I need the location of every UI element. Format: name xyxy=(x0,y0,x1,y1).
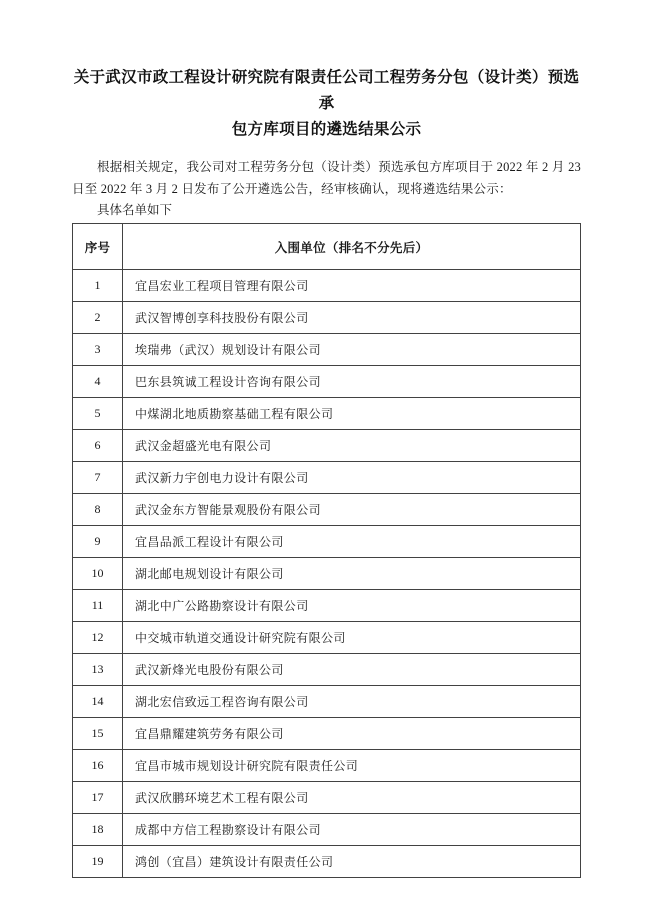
header-cell-number: 序号 xyxy=(73,224,123,270)
company-name-cell: 湖北邮电规划设计有限公司 xyxy=(123,558,581,590)
company-name-cell: 中煤湖北地质勘察基础工程有限公司 xyxy=(123,398,581,430)
list-intro-line: 具体名单如下 xyxy=(97,203,173,218)
company-name-cell: 鸿创（宜昌）建筑设计有限责任公司 xyxy=(123,846,581,878)
row-number-cell: 18 xyxy=(73,814,123,846)
company-name-cell: 宜昌鼎耀建筑劳务有限公司 xyxy=(123,718,581,750)
company-name-cell: 埃瑞弗（武汉）规划设计有限公司 xyxy=(123,334,581,366)
row-number-cell: 15 xyxy=(73,718,123,750)
table-row xyxy=(73,590,581,622)
title-line-1: 关于武汉市政工程设计研究院有限责任公司工程劳务分包（设计类）预选承 xyxy=(73,69,580,113)
table-row xyxy=(73,398,581,430)
row-number-cell: 17 xyxy=(73,782,123,814)
company-name-cell: 武汉新烽光电股份有限公司 xyxy=(123,654,581,686)
row-number-cell: 7 xyxy=(73,462,123,494)
table-row xyxy=(73,846,581,878)
row-number-cell: 16 xyxy=(73,750,123,782)
company-name-cell: 武汉新力宇创电力设计有限公司 xyxy=(123,462,581,494)
row-number-cell: 9 xyxy=(73,526,123,558)
company-name-cell: 宜昌品派工程设计有限公司 xyxy=(123,526,581,558)
row-number-cell: 14 xyxy=(73,686,123,718)
table-row xyxy=(73,334,581,366)
company-name-cell: 中交城市轨道交通设计研究院有限公司 xyxy=(123,622,581,654)
row-number-cell: 3 xyxy=(73,334,123,366)
row-number-cell: 13 xyxy=(73,654,123,686)
row-number-cell: 12 xyxy=(73,622,123,654)
table-header-row xyxy=(73,224,581,270)
table-row xyxy=(73,718,581,750)
table-row xyxy=(73,782,581,814)
row-number-cell: 4 xyxy=(73,366,123,398)
header-cell-company: 入围单位（排名不分先后） xyxy=(123,224,581,270)
row-number-cell: 8 xyxy=(73,494,123,526)
table-row xyxy=(73,622,581,654)
row-number-cell: 6 xyxy=(73,430,123,462)
row-number-cell: 10 xyxy=(73,558,123,590)
results-table-body xyxy=(73,270,581,878)
table-row xyxy=(73,430,581,462)
table-row xyxy=(73,526,581,558)
table-row xyxy=(73,494,581,526)
row-number-cell: 5 xyxy=(73,398,123,430)
intro-paragraph: 根据相关规定，我公司对工程劳务分包（设计类）预选承包方库项目于 2022 年 2 月 23 日至 2022 年 3 月 2 日发布了公开遴选公告，经审核确认，现将遴选结果公示： xyxy=(72,160,581,197)
company-name-cell: 湖北中广公路勘察设计有限公司 xyxy=(123,590,581,622)
table-row xyxy=(73,558,581,590)
company-name-cell: 武汉金东方智能景观股份有限公司 xyxy=(123,494,581,526)
table-row xyxy=(73,654,581,686)
table-row xyxy=(73,686,581,718)
table-row xyxy=(73,462,581,494)
table-row xyxy=(73,270,581,302)
row-number-cell: 19 xyxy=(73,846,123,878)
company-name-cell: 湖北宏信致远工程咨询有限公司 xyxy=(123,686,581,718)
company-name-cell: 巴东县筑诚工程设计咨询有限公司 xyxy=(123,366,581,398)
table-row xyxy=(73,366,581,398)
document-title xyxy=(72,65,581,143)
company-name-cell: 武汉金超盛光电有限公司 xyxy=(123,430,581,462)
title-line-2: 包方库项目的遴选结果公示 xyxy=(231,121,422,139)
row-number-cell: 11 xyxy=(73,590,123,622)
row-number-cell: 2 xyxy=(73,302,123,334)
table-row xyxy=(73,814,581,846)
company-name-cell: 武汉智博创享科技股份有限公司 xyxy=(123,302,581,334)
company-name-cell: 宜昌市城市规划设计研究院有限责任公司 xyxy=(123,750,581,782)
company-name-cell: 成都中方信工程勘察设计有限公司 xyxy=(123,814,581,846)
table-row xyxy=(73,750,581,782)
table-row xyxy=(73,302,581,334)
results-table xyxy=(72,223,581,878)
company-name-cell: 武汉欣鹏环境艺术工程有限公司 xyxy=(123,782,581,814)
row-number-cell: 1 xyxy=(73,270,123,302)
company-name-cell: 宜昌宏业工程项目管理有限公司 xyxy=(123,270,581,302)
